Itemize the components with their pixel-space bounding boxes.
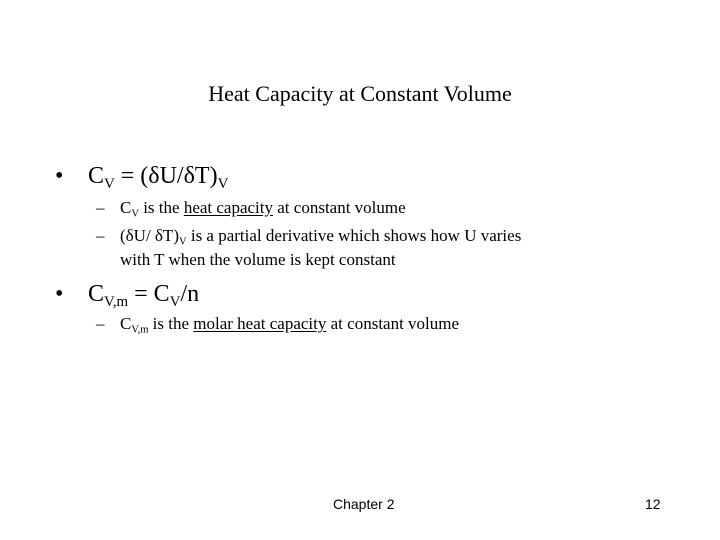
bullet-marker: • <box>55 281 64 307</box>
cvm-equation-tail: /n <box>180 281 200 307</box>
cvm-subscript: V,m <box>104 294 129 311</box>
sub-bullet-marker: – <box>96 226 105 245</box>
text-segment: is the <box>138 198 184 217</box>
sub-bullet-cv-meaning <box>96 196 406 220</box>
cv-subscript: V <box>104 176 115 193</box>
bullet-marker: • <box>55 163 64 189</box>
text-segment: at constant volume <box>273 198 406 217</box>
cvm-symbol: C <box>120 314 132 333</box>
slide-title: Heat Capacity at Constant Volume <box>208 81 512 106</box>
bullet-cvm-definition <box>55 280 200 311</box>
text-segment: is the <box>148 314 194 333</box>
cv-subscript: V <box>131 208 139 220</box>
term-molar-heat-capacity: molar heat capacity <box>193 314 327 333</box>
text-segment: at constant volume <box>326 314 460 333</box>
cvm-subscript: V,m <box>131 324 149 336</box>
derivative-subscript: V <box>178 236 187 248</box>
cv-equation: = (δU/δT) <box>114 163 218 189</box>
cvm-equation-subscript: V <box>169 294 181 311</box>
cv-symbol: C <box>120 198 132 217</box>
sub-bullet-partial-derivative <box>96 224 521 248</box>
bullet-cv-definition <box>55 162 229 193</box>
footer-chapter: Chapter 2 <box>333 496 395 512</box>
footer-page-number: 12 <box>645 496 661 512</box>
sub-bullet-marker: – <box>96 314 105 333</box>
cv-symbol: C <box>88 163 105 189</box>
cvm-equation: = C <box>128 281 170 307</box>
sub-bullet-cvm-meaning <box>96 312 459 336</box>
term-heat-capacity: heat capacity <box>183 198 274 217</box>
cv-equation-subscript: V <box>217 176 229 193</box>
derivative-expression: (δU/ δT) <box>120 226 179 245</box>
sub-bullet-marker: – <box>96 198 105 217</box>
sub-bullet-continuation: with T when the volume is kept constant <box>120 250 396 269</box>
cvm-symbol: C <box>88 281 105 307</box>
text-segment: is a partial derivative which shows how U varies <box>186 226 522 245</box>
